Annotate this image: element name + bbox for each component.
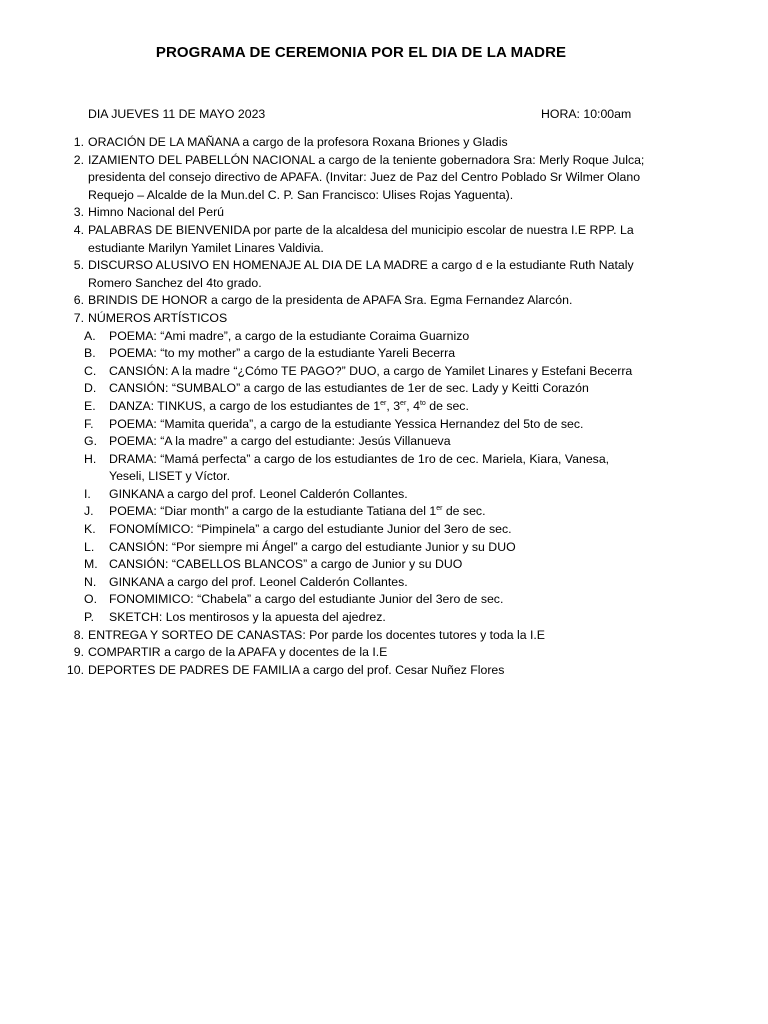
sub-list-item <box>0 556 768 574</box>
item-number: 1. <box>73 135 84 149</box>
sub-list-item <box>0 539 768 557</box>
list-item <box>0 134 768 152</box>
item-text: NÚMEROS ARTÍSTICOS <box>88 310 228 325</box>
sub-item-text <box>109 399 469 413</box>
list-item <box>0 257 768 292</box>
list-item <box>0 222 768 257</box>
sub-item-letter: O. <box>84 592 97 607</box>
sub-item-text: CANSIÓN: “CABELLOS BLANCOS” a cargo de Junior y su DUO <box>109 557 463 572</box>
sub-list-item <box>0 380 768 398</box>
text-part: , 3 <box>386 398 401 413</box>
sub-item-letter: C. <box>84 363 97 378</box>
item-number: 7. <box>73 310 84 325</box>
sub-item-letter: G. <box>84 434 97 449</box>
sub-item-letter: L. <box>84 539 95 554</box>
sub-item-letter: E. <box>84 398 96 413</box>
sub-item-text: GINKANA a cargo del prof. Leonel Calderón Collantes. <box>109 486 408 501</box>
item-number: 4. <box>73 222 84 237</box>
text-part: , 4 <box>406 398 420 413</box>
item-text: Himno Nacional del Perú <box>88 205 225 220</box>
list-item <box>0 662 768 680</box>
sub-list-item <box>0 609 768 627</box>
ordinal-superscript: er <box>436 505 443 513</box>
sub-list-item <box>0 591 768 609</box>
sub-item-text: CANSIÓN: “SUMBALO” a cargo de las estudiantes de 1er de sec. Lady y Keitti Corazón <box>109 381 589 396</box>
sub-item-letter: A. <box>84 328 96 343</box>
item-number: 9. <box>73 645 84 660</box>
sub-item-text: FONOMÍMICO: “Pimpinela” a cargo del estudiante Junior del 3ero de sec. <box>109 522 512 537</box>
event-date: DIA JUEVES 11 DE MAYO 2023 <box>88 107 266 121</box>
item-text: ORACIÓN DE LA MAÑANA a cargo de la profesora Roxana Briones y Gladis <box>88 135 508 149</box>
sub-item-text: POEMA: “Mamita querida”, a cargo de la estudiante Yessica Hernandez del 5to de sec. <box>109 416 584 431</box>
text-part: de sec. <box>442 504 486 519</box>
sub-item-text: FONOMIMICO: “Chabela” a cargo del estudiante Junior del 3ero de sec. <box>109 592 504 607</box>
sub-item-text: CANSIÓN: “Por siempre mi Ángel” a cargo del estudiante Junior y su DUO <box>109 539 516 554</box>
program-list <box>0 134 768 679</box>
item-text: ENTREGA Y SORTEO DE CANASTAS: Por parde los docentes tutores y toda la I.E <box>88 627 546 642</box>
list-item <box>0 152 768 205</box>
ordinal-superscript: er <box>380 399 387 407</box>
item-number: 8. <box>73 627 84 642</box>
sub-item-letter: D. <box>84 381 97 396</box>
sub-item-letter: J. <box>84 504 94 519</box>
item-number: 10. <box>66 662 84 677</box>
sub-item-text: DRAMA: “Mamá perfecta” a cargo de los estudiantes de 1ro de cec. Mariela, Kiara, Vanesa, Yeseli, LISET y Víctor. <box>109 451 610 484</box>
item-number: 6. <box>73 293 84 308</box>
list-item <box>0 310 768 328</box>
sub-item-letter: F. <box>84 416 94 431</box>
sub-list-item <box>0 486 768 504</box>
sub-item-text: SKETCH: Los mentirosos y la apuesta del ajedrez. <box>109 610 386 625</box>
sub-list-item <box>0 416 768 434</box>
ordinal-superscript: er <box>400 399 407 407</box>
page-title: PROGRAMA DE CEREMONIA POR EL DIA DE LA MADRE <box>155 44 567 61</box>
event-time: HORA: 10:00am <box>541 107 632 121</box>
sub-item-letter: K. <box>84 522 96 537</box>
sub-item-text: CANSIÓN: A la madre “¿Cómo TE PAGO?” DUO, a cargo de Yamilet Linares y Estefani Becerra <box>109 363 633 378</box>
item-text: IZAMIENTO DEL PABELLÓN NACIONAL a cargo de la teniente gobernadora Sra: Merly Roque Julca; presidenta del consejo directivo de APAFA. (Invitar: Juez de Paz del Centro Poblado Sr Wilmer Olano Requejo – Alcalde de la Mun.del C. P. San Francisco: Ulises Rojas Yaguenta). <box>88 152 645 202</box>
sub-list-item <box>0 503 768 521</box>
item-text: PALABRAS DE BIENVENIDA por parte de la alcaldesa del municipio escolar de nuestra I.E RPP. La estudiante Marilyn Yamilet Linares Valdivia. <box>88 222 634 255</box>
sub-list-item <box>0 345 768 363</box>
sub-item-letter: M. <box>84 557 98 572</box>
item-text: DEPORTES DE PADRES DE FAMILIA a cargo del prof. Cesar Nuñez Flores <box>88 662 505 677</box>
sub-item-letter: I. <box>84 486 91 501</box>
sub-list-item <box>0 328 768 346</box>
sub-item-text <box>109 504 486 518</box>
ordinal-superscript: to <box>419 399 426 407</box>
sub-item-letter: B. <box>84 346 96 361</box>
item-text: COMPARTIR a cargo de la APAFA y docentes de la I.E <box>88 645 388 660</box>
item-number: 2. <box>73 152 84 167</box>
text-part: DANZA: TINKUS, a cargo de los estudiantes de 1 <box>109 398 381 413</box>
item-text: DISCURSO ALUSIVO EN HOMENAJE AL DIA DE LA MADRE a cargo d e la estudiante Ruth Nataly Romero Sanchez del 4to grado. <box>88 258 634 290</box>
sub-list-item <box>0 433 768 451</box>
date-time-line <box>88 107 648 125</box>
sub-item-text: POEMA: “Ami madre”, a cargo de la estudiante Coraima Guarnizo <box>109 328 470 343</box>
sub-item-letter: H. <box>84 451 97 466</box>
text-part: de sec. <box>425 398 469 413</box>
sub-item-text: POEMA: “to my mother” a cargo de la estudiante Yareli Becerra <box>109 346 456 361</box>
sub-item-letter: P. <box>84 610 95 625</box>
sub-list-item <box>0 363 768 381</box>
item-text: BRINDIS DE HONOR a cargo de la presidenta de APAFA Sra. Egma Fernandez Alarcón. <box>88 293 573 308</box>
list-item <box>0 644 768 662</box>
sub-list-item <box>0 398 768 416</box>
list-item <box>0 292 768 310</box>
sub-item-text: POEMA: “A la madre” a cargo del estudiante: Jesús Villanueva <box>109 434 451 449</box>
sub-list-item <box>0 574 768 592</box>
list-item <box>0 204 768 222</box>
item-number: 3. <box>73 205 84 220</box>
sub-item-letter: N. <box>84 574 97 589</box>
item-number: 5. <box>73 258 84 273</box>
sub-item-text: GINKANA a cargo del prof. Leonel Calderón Collantes. <box>109 574 408 589</box>
sub-list-item <box>0 451 768 486</box>
sub-list-item <box>0 521 768 539</box>
list-item <box>0 627 768 645</box>
text-part: POEMA: “Diar month” a cargo de la estudiante Tatiana del 1 <box>109 504 437 519</box>
